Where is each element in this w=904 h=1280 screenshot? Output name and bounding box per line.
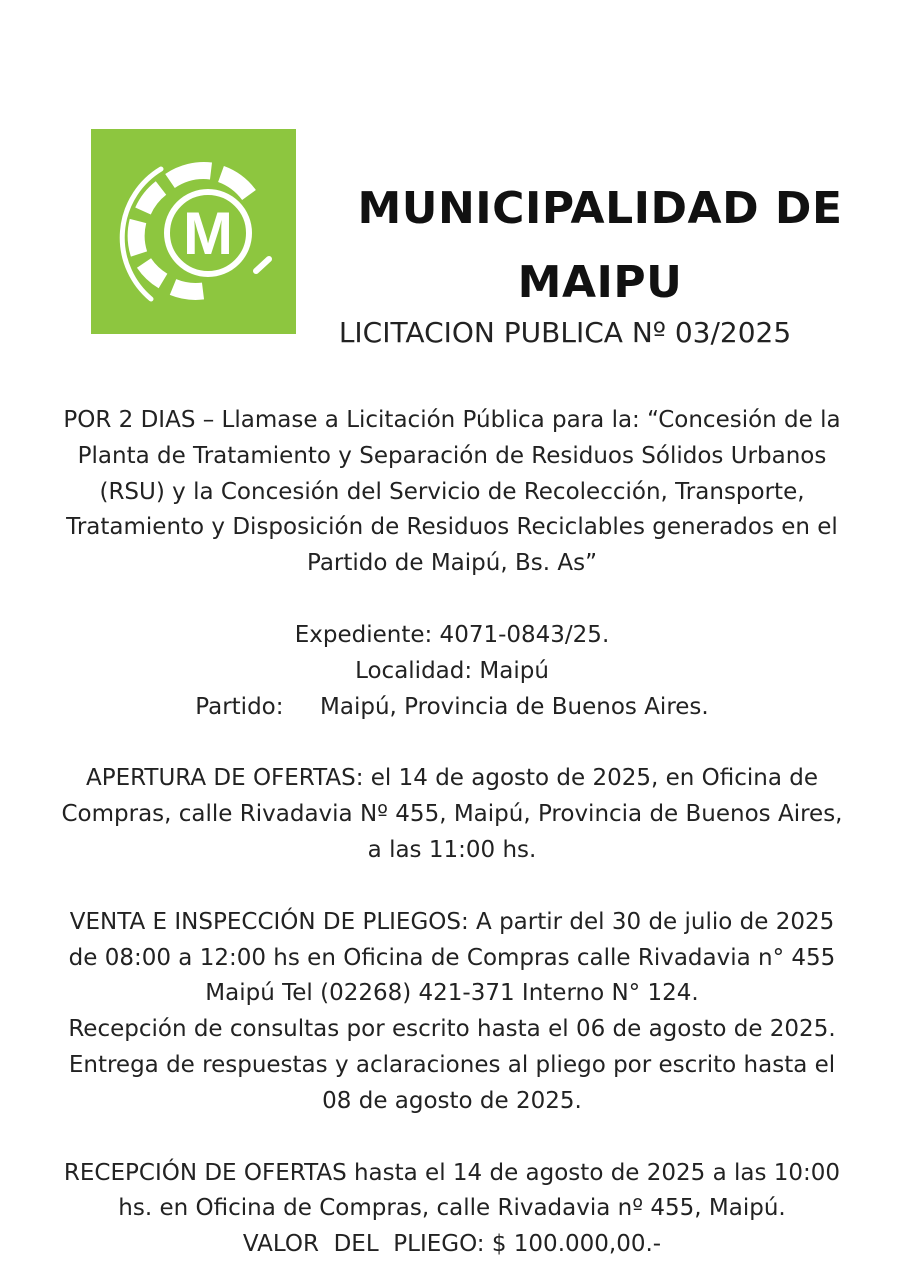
intro-line: Tratamiento y Disposición de Residuos Reciclables generados en el [66, 514, 838, 541]
spacer [40, 725, 864, 761]
recepcion-line: hs. en Oficina de Compras, calle Rivadavia nº 455, Maipú. [118, 1195, 786, 1222]
logo-ring-segment [173, 287, 203, 291]
intro-line: Planta de Tratamiento y Separación de Residuos Sólidos Urbanos [77, 442, 827, 469]
venta-line: Maipú Tel (02268) 421-371 Interno N° 124. [205, 980, 699, 1007]
spacer [40, 1120, 864, 1156]
details-paragraph [40, 618, 864, 725]
localidad-line: Localidad: Maipú [355, 657, 549, 684]
municipality-logo [91, 129, 296, 334]
page-title-line-2: MAIPU [517, 257, 683, 308]
expediente-line: Expediente: 4071-0843/25. [294, 621, 610, 648]
municipality-logo-icon [91, 129, 296, 334]
logo-ring-segment [136, 221, 139, 254]
venta-line: VENTA E INSPECCIÓN DE PLIEGOS: A partir del 30 de julio de 2025 [69, 908, 835, 935]
venta-paragraph [40, 905, 864, 1120]
venta-line: Recepción de consultas por escrito hasta el 06 de agosto de 2025. [68, 1016, 836, 1043]
intro-line: (RSU) y la Concesión del Servicio de Recolección, Transporte, [99, 478, 805, 505]
apertura-paragraph [40, 761, 864, 868]
apertura-line: APERTURA DE OFERTAS: el 14 de agosto de 2025, en Oficina de [85, 765, 819, 792]
apertura-line: Compras, calle Rivadavia Nº 455, Maipú, Provincia de Buenos Aires, [61, 801, 843, 828]
venta-line: 08 de agosto de 2025. [322, 1087, 582, 1114]
apertura-line: a las 11:00 hs. [367, 836, 537, 863]
partido-line: Partido: Maipú, Provincia de Buenos Aires. [195, 693, 709, 720]
intro-line: Partido de Maipú, Bs. As” [307, 550, 597, 577]
venta-line: de 08:00 a 12:00 hs en Oficina de Compras calle Rivadavia n° 455 [68, 944, 836, 971]
venta-line: Entrega de respuestas y aclaraciones al pliego por escrito hasta el [68, 1051, 836, 1078]
recepcion-paragraph [40, 1156, 864, 1263]
recepcion-line: RECEPCIÓN DE OFERTAS hasta el 14 de agosto de 2025 a las 10:00 [63, 1159, 841, 1186]
notice-body [40, 403, 864, 1263]
valor-pliego-line: VALOR DEL PLIEGO: $ 100.000,00.- [242, 1231, 662, 1258]
page-title-line-1: MUNICIPALIDAD DE [357, 183, 843, 234]
tender-number: LICITACION PUBLICA Nº 03/2025 [338, 316, 792, 349]
intro-line: POR 2 DIAS – Llamase a Licitación Pública para la: “Concesión de la [63, 407, 841, 433]
spacer [40, 582, 864, 618]
intro-paragraph [40, 403, 864, 582]
logo-letter: M [183, 200, 233, 267]
spacer [40, 869, 864, 905]
